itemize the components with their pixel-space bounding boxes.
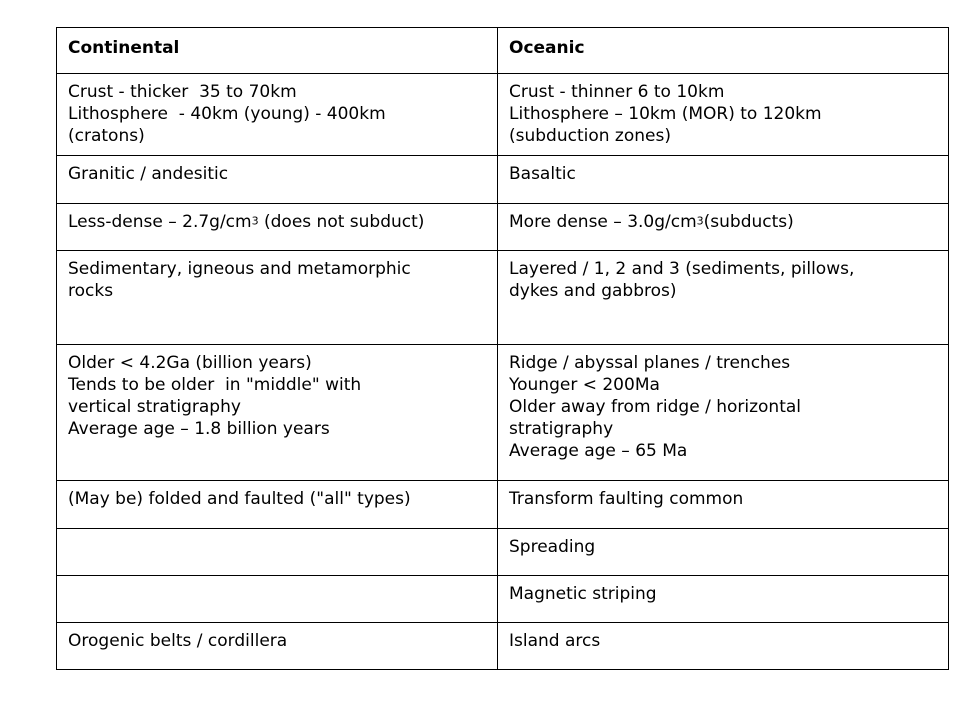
cell-continental xyxy=(57,251,498,345)
cell-line: stratigraphy xyxy=(509,419,614,439)
cell-oceanic xyxy=(498,74,949,156)
cell-line: Average age – 1.8 billion years xyxy=(68,419,330,439)
cell-line: Lithosphere – 10km (MOR) to 120km xyxy=(509,104,822,124)
cell-continental xyxy=(57,156,498,204)
cell-line: Younger < 200Ma xyxy=(509,375,660,395)
cell-line: Average age – 65 Ma xyxy=(509,441,688,461)
cell-continental xyxy=(57,345,498,481)
header-continental: Continental xyxy=(57,28,498,74)
density-text: More dense – 3.0g/cm xyxy=(509,212,697,232)
superscript: 3 xyxy=(251,214,259,228)
table-row xyxy=(57,251,949,345)
table-row xyxy=(57,345,949,481)
cell-line: dykes and gabbros) xyxy=(509,281,677,301)
table-header-row xyxy=(57,28,949,74)
cell-continental xyxy=(57,204,498,251)
cell-line: (May be) folded and faulted ("all" types) xyxy=(68,489,411,509)
cell-line: Spreading xyxy=(509,537,596,557)
cell-line: Older < 4.2Ga (billion years) xyxy=(68,353,312,373)
cell-line xyxy=(68,211,486,233)
density-note: (subducts) xyxy=(703,212,794,232)
cell-line: Sedimentary, igneous and metamorphic xyxy=(68,259,411,279)
cell-continental-empty xyxy=(57,529,498,576)
cell-line: Layered / 1, 2 and 3 (sediments, pillows, xyxy=(509,259,855,279)
cell-oceanic xyxy=(498,204,949,251)
cell-line: rocks xyxy=(68,281,114,301)
table-row xyxy=(57,481,949,529)
cell-line: Transform faulting common xyxy=(509,489,744,509)
cell-line: Crust - thinner 6 to 10km xyxy=(509,82,725,102)
cell-line xyxy=(509,211,937,233)
cell-line: Crust - thicker 35 to 70km xyxy=(68,82,297,102)
cell-line: (subduction zones) xyxy=(509,126,671,146)
cell-oceanic xyxy=(498,251,949,345)
table-row xyxy=(57,576,949,623)
cell-line: Ridge / abyssal planes / trenches xyxy=(509,353,791,373)
cell-oceanic xyxy=(498,576,949,623)
cell-line: Tends to be older in "middle" with xyxy=(68,375,362,395)
cell-line: Lithosphere - 40km (young) - 400km xyxy=(68,104,386,124)
cell-oceanic xyxy=(498,529,949,576)
table-row xyxy=(57,204,949,251)
cell-line: Older away from ridge / horizontal xyxy=(509,397,801,417)
table-row xyxy=(57,156,949,204)
table-row xyxy=(57,529,949,576)
cell-line: Magnetic striping xyxy=(509,584,657,604)
cell-line: vertical stratigraphy xyxy=(68,397,241,417)
cell-oceanic xyxy=(498,623,949,670)
comparison-table xyxy=(56,27,949,670)
cell-continental xyxy=(57,74,498,156)
table-row xyxy=(57,74,949,156)
cell-oceanic xyxy=(498,345,949,481)
cell-line: Basaltic xyxy=(509,164,576,184)
cell-line: Orogenic belts / cordillera xyxy=(68,631,288,651)
cell-line: (cratons) xyxy=(68,126,145,146)
cell-continental xyxy=(57,481,498,529)
header-oceanic: Oceanic xyxy=(498,28,949,74)
cell-oceanic xyxy=(498,481,949,529)
cell-line: Granitic / andesitic xyxy=(68,164,229,184)
table-row xyxy=(57,623,949,670)
cell-oceanic xyxy=(498,156,949,204)
cell-line: Island arcs xyxy=(509,631,601,651)
cell-continental xyxy=(57,623,498,670)
density-note: (does not subduct) xyxy=(258,212,425,232)
density-text: Less-dense – 2.7g/cm xyxy=(68,212,252,232)
cell-continental-empty xyxy=(57,576,498,623)
superscript: 3 xyxy=(696,214,704,228)
